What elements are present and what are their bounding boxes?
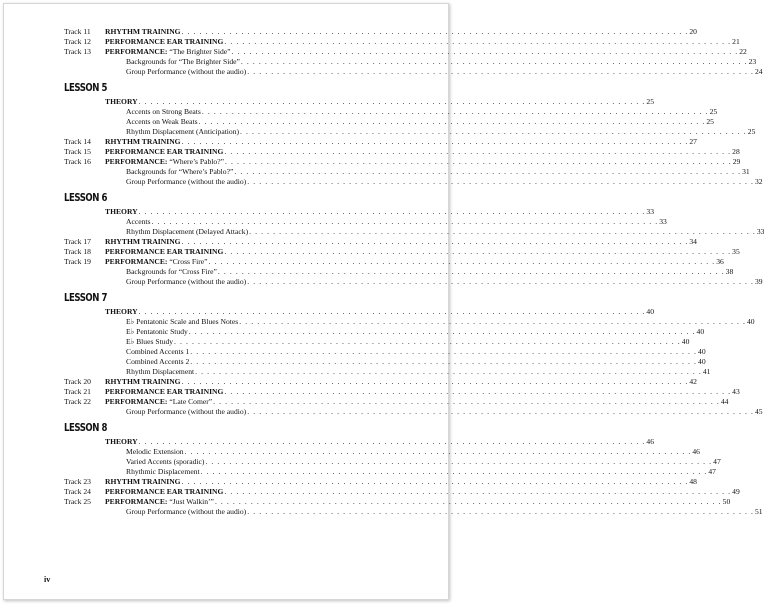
toc-row bbox=[64, 357, 706, 367]
lesson-heading: LESSON 5 bbox=[64, 81, 107, 94]
page-number: 47 bbox=[713, 457, 721, 466]
entry-title bbox=[126, 337, 173, 347]
dot-leader: . . . . . . . . . . . . . . . . . . . . . . . . . . . . . . . . . . . . . . . . . . . . . . . . . . . . . . . . . . . . . . . . . . . . . . . . . . . . . . . . . . . . . bbox=[247, 177, 754, 186]
page-number: 40 bbox=[698, 347, 706, 356]
toc-row bbox=[64, 37, 740, 47]
entry-title bbox=[105, 207, 138, 217]
page-number: 39 bbox=[754, 277, 763, 286]
dot-leader: . . . . . . . . . . . . . . . . . . . . . . . . . . . . . . . . . . . . . . . . . . . . . . . . . . . . . . . . . . . . . . . . . . . . . . . . . . . . . . . . . . . . . bbox=[205, 457, 713, 466]
entry-title bbox=[105, 157, 224, 167]
dot-leader: . . . . . . . . . . . . . . . . . . . . . . . . . . . . . . . . . . . . . . . . . . . . . . . . . . . . . . . . . . . . . . . . . . . . . . . . . . . . . . . . . . . . . bbox=[249, 227, 756, 236]
entry-heading: RHYTHM TRAINING bbox=[105, 27, 181, 36]
track-number: Track 24 bbox=[64, 487, 91, 496]
dot-leader: . . . . . . . . . . . . . . . . . . . . . . . . . . . . . . . . . . . . . . . . . . . . . . . . . . . . . . . . . . . . . . . . . . . . . . . . . . . . . . . . . . . . . bbox=[239, 317, 746, 326]
toc-row bbox=[64, 457, 721, 467]
toc-entry[interactable] bbox=[126, 467, 716, 477]
entry-title bbox=[105, 477, 181, 487]
entry-heading: THEORY bbox=[105, 307, 138, 316]
toc-entry[interactable] bbox=[126, 217, 667, 227]
dot-leader: . . . . . . . . . . . . . . . . . . . . . . . . . . . . . . . . . . . . . . . . . . . . . . . . . . . . . . . . . . . . . . . . . . . . . . . . . . . . . . . . . . . . . bbox=[181, 27, 689, 36]
page-number: 25 bbox=[709, 107, 718, 116]
toc-row bbox=[64, 157, 741, 167]
dot-leader: . . . . . . . . . . . . . . . . . . . . . . . . . . . . . . . . . . . . . . . . . . . . . . . . . . . . . . . . . . . . . . . . . . . . . . . . . . . . . . . . . . . . . bbox=[234, 167, 742, 176]
entry-title bbox=[105, 37, 223, 47]
entry-title bbox=[105, 257, 208, 267]
entry-heading: RHYTHM TRAINING bbox=[105, 237, 181, 246]
dot-leader: . . . . . . . . . . . . . . . . . . . . . . . . . . . . . . . . . . . . . . . . . . . . . . . . . . . . . . . . . . . . . . . . . . . . . . . . . . . . . . . . . . . . . bbox=[224, 487, 732, 496]
toc-entry[interactable] bbox=[126, 67, 763, 77]
toc-row bbox=[64, 237, 697, 247]
track-number: Track 19 bbox=[64, 257, 91, 266]
toc-row bbox=[64, 377, 697, 387]
dot-leader: . . . . . . . . . . . . . . . . . . . . . . . . . . . . . . . . . . . . . . . . . . . . . . . . . . . . . . . . . . . . . . . . . . . . . . . . . . . . . . . . . . . . . bbox=[181, 377, 689, 386]
toc-row bbox=[64, 57, 757, 67]
dot-leader: . . . . . . . . . . . . . . . . . . . . . . . . . . . . . . . . . . . . . . . . . . . . . . . . . . . . . . . . . . . . . . . . . . . . . . . . . . . . . . . . . . . . . bbox=[247, 507, 754, 516]
entry-heading: RHYTHM TRAINING bbox=[105, 377, 181, 386]
page-number: 45 bbox=[754, 407, 763, 416]
toc-row bbox=[64, 127, 756, 137]
entry-heading: PERFORMANCE EAR TRAINING bbox=[105, 37, 224, 46]
entry-text: Group Performance (without the audio) bbox=[126, 507, 247, 516]
entry-text: Accents on Strong Beats bbox=[126, 107, 201, 116]
track-number: Track 11 bbox=[64, 27, 91, 36]
page-number: 25 bbox=[706, 117, 714, 126]
toc-entry[interactable] bbox=[105, 437, 654, 447]
entry-text: Backgrounds for “Cross Fire” bbox=[126, 267, 217, 276]
entry-text: Group Performance (without the audio) bbox=[126, 277, 247, 286]
entry-heading: RHYTHM TRAINING bbox=[105, 477, 181, 486]
toc-entry[interactable] bbox=[126, 367, 711, 377]
page-number: 32 bbox=[754, 177, 763, 186]
entry-text: Accents on Weak Beats bbox=[126, 117, 198, 126]
dot-leader: . . . . . . . . . . . . . . . . . . . . . . . . . . . . . . . . . . . . . . . . . . . . . . . . . . . . . . . . . . . . . . . . . . . . . . . . . . . . . . . . . . . . . bbox=[190, 357, 698, 366]
entry-heading: PERFORMANCE: bbox=[105, 397, 168, 406]
toc-entry[interactable] bbox=[126, 57, 757, 67]
toc-entry[interactable] bbox=[105, 207, 654, 217]
page-number: 46 bbox=[646, 437, 654, 446]
toc-entry[interactable] bbox=[126, 357, 706, 367]
page-number: 20 bbox=[689, 27, 697, 36]
entry-title bbox=[105, 377, 181, 387]
page-number: 33 bbox=[646, 207, 654, 216]
toc-entry[interactable] bbox=[105, 497, 731, 507]
page-number: 23 bbox=[748, 57, 757, 66]
toc-row bbox=[64, 27, 697, 37]
page-number: 40 bbox=[698, 357, 706, 366]
toc-row bbox=[64, 507, 763, 517]
toc-row bbox=[64, 167, 750, 177]
toc-entry[interactable] bbox=[105, 47, 747, 57]
dot-leader: . . . . . . . . . . . . . . . . . . . . . . . . . . . . . . . . . . . . . . . . . . . . . . . . . . . . . . . . . . . . . . . . . . . . . . . . . . . . . . . . . . . . . bbox=[138, 97, 646, 106]
dot-leader: . . . . . . . . . . . . . . . . . . . . . . . . . . . . . . . . . . . . . . . . . . . . . . . . . . . . . . . . . . . . . . . . . . . . . . . . . . . . . . . . . . . . . bbox=[181, 137, 689, 146]
entry-title bbox=[105, 247, 223, 257]
toc-row bbox=[64, 257, 724, 267]
entry-title bbox=[105, 497, 214, 507]
entry-title bbox=[105, 237, 181, 247]
page-number: 40 bbox=[646, 307, 654, 316]
entry-heading: RHYTHM TRAINING bbox=[105, 137, 181, 146]
entry-text: Group Performance (without the audio) bbox=[126, 177, 247, 186]
page-number: 29 bbox=[732, 157, 741, 166]
page-number: 36 bbox=[716, 257, 724, 266]
entry-text: E♭ Pentatonic Scale and Blues Notes bbox=[126, 317, 239, 326]
dot-leader: . . . . . . . . . . . . . . . . . . . . . . . . . . . . . . . . . . . . . . . . . . . . . . . . . . . . . . . . . . . . . . . . . . . . . . . . . . . . . . . . . . . . . bbox=[138, 437, 646, 446]
page-number: 42 bbox=[689, 377, 697, 386]
toc-row bbox=[64, 97, 654, 107]
page-number: 25 bbox=[747, 127, 756, 136]
entry-title bbox=[105, 387, 223, 397]
track-number: Track 17 bbox=[64, 237, 91, 246]
entry-title bbox=[105, 147, 223, 157]
entry-heading: PERFORMANCE EAR TRAINING bbox=[105, 247, 224, 256]
toc-entry[interactable] bbox=[105, 397, 729, 407]
dot-leader: . . . . . . . . . . . . . . . . . . . . . . . . . . . . . . . . . . . . . . . . . . . . . . . . . . . . . . . . . . . . . . . . . . . . . . . . . . . . . . . . . . . . . bbox=[217, 267, 725, 276]
entry-text: “The Brighter Side” bbox=[167, 47, 231, 56]
entry-text: Backgrounds for “The Brighter Side” bbox=[126, 57, 240, 66]
toc-entry[interactable] bbox=[126, 317, 755, 327]
dot-leader: . . . . . . . . . . . . . . . . . . . . . . . . . . . . . . . . . . . . . . . . . . . . . . . . . . . . . . . . . . . . . . . . . . . . . . . . . . . . . . . . . . . . . bbox=[151, 217, 659, 226]
page-number: 28 bbox=[732, 147, 740, 156]
toc-entry[interactable] bbox=[126, 407, 763, 417]
entry-title bbox=[126, 67, 246, 77]
entry-title bbox=[126, 127, 239, 137]
toc-entry[interactable] bbox=[105, 487, 740, 497]
toc-entry[interactable] bbox=[105, 147, 740, 157]
dot-leader: . . . . . . . . . . . . . . . . . . . . . . . . . . . . . . . . . . . . . . . . . . . . . . . . . . . . . . . . . . . . . . . . . . . . . . . . . . . . . . . . . . . . . bbox=[190, 347, 698, 356]
toc-row bbox=[64, 107, 718, 117]
entry-title bbox=[105, 27, 181, 37]
entry-heading: THEORY bbox=[105, 97, 138, 106]
lesson-heading: LESSON 8 bbox=[64, 421, 107, 434]
entry-title bbox=[105, 137, 181, 147]
toc-entry[interactable] bbox=[105, 377, 697, 387]
toc-entry[interactable] bbox=[126, 337, 690, 347]
page-number: 33 bbox=[659, 217, 667, 226]
track-number: Track 15 bbox=[64, 147, 91, 156]
lesson-heading: LESSON 7 bbox=[64, 291, 107, 304]
toc-row bbox=[64, 497, 731, 507]
entry-title bbox=[126, 177, 246, 187]
page-number: 49 bbox=[732, 487, 740, 496]
toc-entry[interactable] bbox=[126, 127, 756, 137]
page-number: 25 bbox=[646, 97, 654, 106]
entry-title bbox=[126, 457, 204, 467]
entry-title bbox=[126, 117, 198, 127]
toc-entry[interactable] bbox=[105, 37, 740, 47]
toc-entry[interactable] bbox=[126, 507, 763, 517]
entry-title bbox=[105, 47, 231, 57]
page-number: 22 bbox=[739, 47, 747, 56]
page-number: 27 bbox=[689, 137, 697, 146]
toc-row bbox=[64, 487, 740, 497]
toc-row bbox=[64, 317, 755, 327]
table-of-contents bbox=[64, 27, 764, 517]
track-number: Track 12 bbox=[64, 37, 91, 46]
toc-entry[interactable] bbox=[105, 247, 740, 257]
entry-text: Rhythmic Displacement bbox=[126, 467, 200, 476]
entry-title bbox=[105, 307, 138, 317]
toc-entry[interactable] bbox=[105, 97, 654, 107]
entry-text: “Late Comer” bbox=[167, 397, 213, 406]
page-number: 21 bbox=[732, 37, 740, 46]
track-number: Track 25 bbox=[64, 497, 91, 506]
entry-text: “Cross Fire” bbox=[167, 257, 208, 266]
page-number: 38 bbox=[725, 267, 734, 276]
dot-leader: . . . . . . . . . . . . . . . . . . . . . . . . . . . . . . . . . . . . . . . . . . . . . . . . . . . . . . . . . . . . . . . . . . . . . . . . . . . . . . . . . . . . . bbox=[247, 67, 754, 76]
entry-heading: PERFORMANCE EAR TRAINING bbox=[105, 387, 224, 396]
track-number: Track 16 bbox=[64, 157, 91, 166]
toc-entry[interactable] bbox=[126, 327, 705, 337]
page-number: 50 bbox=[722, 497, 731, 506]
page-number: 24 bbox=[754, 67, 763, 76]
toc-row bbox=[64, 447, 700, 457]
page-number: 46 bbox=[692, 447, 700, 456]
entry-title bbox=[126, 357, 189, 367]
dot-leader: . . . . . . . . . . . . . . . . . . . . . . . . . . . . . . . . . . . . . . . . . . . . . . . . . . . . . . . . . . . . . . . . . . . . . . . . . . . . . . . . . . . . . bbox=[224, 37, 732, 46]
entry-title bbox=[105, 487, 223, 497]
toc-row bbox=[64, 227, 764, 237]
toc-row bbox=[64, 367, 711, 377]
dot-leader: . . . . . . . . . . . . . . . . . . . . . . . . . . . . . . . . . . . . . . . . . . . . . . . . . . . . . . . . . . . . . . . . . . . . . . . . . . . . . . . . . . . . . bbox=[224, 387, 732, 396]
entry-heading: PERFORMANCE: bbox=[105, 257, 168, 266]
entry-title bbox=[105, 97, 138, 107]
entry-title bbox=[126, 167, 233, 177]
dot-leader: . . . . . . . . . . . . . . . . . . . . . . . . . . . . . . . . . . . . . . . . . . . . . . . . . . . . . . . . . . . . . . . . . . . . . . . . . . . . . . . . . . . . . bbox=[200, 467, 708, 476]
toc-row bbox=[64, 267, 734, 277]
track-number: Track 21 bbox=[64, 387, 91, 396]
entry-title bbox=[126, 407, 246, 417]
toc-entry[interactable] bbox=[126, 167, 750, 177]
entry-text: Group Performance (without the audio) bbox=[126, 67, 247, 76]
page-number: 51 bbox=[754, 507, 763, 516]
toc-row bbox=[64, 247, 740, 257]
toc-row bbox=[64, 397, 729, 407]
dot-leader: . . . . . . . . . . . . . . . . . . . . . . . . . . . . . . . . . . . . . . . . . . . . . . . . . . . . . . . . . . . . . . . . . . . . . . . . . . . . . . . . . . . . . bbox=[240, 127, 747, 136]
page-number: 34 bbox=[689, 237, 697, 246]
entry-heading: PERFORMANCE: bbox=[105, 47, 168, 56]
dot-leader: . . . . . . . . . . . . . . . . . . . . . . . . . . . . . . . . . . . . . . . . . . . . . . . . . . . . . . . . . . . . . . . . . . . . . . . . . . . . . . . . . . . . . bbox=[201, 107, 709, 116]
page-number: 48 bbox=[689, 477, 697, 486]
dot-leader: . . . . . . . . . . . . . . . . . . . . . . . . . . . . . . . . . . . . . . . . . . . . . . . . . . . . . . . . . . . . . . . . . . . . . . . . . . . . . . . . . . . . . bbox=[224, 147, 732, 156]
toc-row bbox=[64, 407, 763, 417]
entry-title bbox=[126, 347, 189, 357]
toc-row bbox=[64, 337, 690, 347]
dot-leader: . . . . . . . . . . . . . . . . . . . . . . . . . . . . . . . . . . . . . . . . . . . . . . . . . . . . . . . . . . . . . . . . . . . . . . . . . . . . . . . . . . . . . bbox=[240, 57, 748, 66]
dot-leader: . . . . . . . . . . . . . . . . . . . . . . . . . . . . . . . . . . . . . . . . . . . . . . . . . . . . . . . . . . . . . . . . . . . . . . . . . . . . . . . . . . . . . bbox=[198, 117, 706, 126]
toc-entry[interactable] bbox=[105, 477, 697, 487]
toc-row bbox=[64, 217, 667, 227]
page-number: 41 bbox=[702, 367, 711, 376]
entry-title bbox=[126, 107, 201, 117]
toc-entry[interactable] bbox=[126, 267, 734, 277]
toc-entry[interactable] bbox=[126, 177, 763, 187]
entry-text: E♭ Blues Study bbox=[126, 337, 174, 346]
page-folio: iv bbox=[44, 575, 51, 584]
lesson-heading: LESSON 6 bbox=[64, 191, 107, 204]
document-page bbox=[3, 3, 764, 600]
entry-text: Group Performance (without the audio) bbox=[126, 407, 247, 416]
toc-row bbox=[64, 327, 705, 337]
page-number: 44 bbox=[720, 397, 729, 406]
entry-text: “Just Walkin’” bbox=[167, 497, 214, 506]
toc-entry[interactable] bbox=[105, 257, 724, 267]
track-number: Track 13 bbox=[64, 47, 91, 56]
toc-entry[interactable] bbox=[126, 227, 764, 237]
page-number: 40 bbox=[746, 317, 755, 326]
entry-title bbox=[105, 397, 212, 407]
entry-text: Accents bbox=[126, 217, 151, 226]
entry-title bbox=[126, 267, 217, 277]
dot-leader: . . . . . . . . . . . . . . . . . . . . . . . . . . . . . . . . . . . . . . . . . . . . . . . . . . . . . . . . . . . . . . . . . . . . . . . . . . . . . . . . . . . . . bbox=[138, 207, 646, 216]
entry-heading: PERFORMANCE EAR TRAINING bbox=[105, 147, 224, 156]
entry-text: “Where’s Pablo?” bbox=[167, 157, 224, 166]
entry-text: E♭ Pentatonic Study bbox=[126, 327, 188, 336]
entry-text: Backgrounds for “Where’s Pablo?” bbox=[126, 167, 234, 176]
toc-row bbox=[64, 137, 697, 147]
entry-text: Melodic Extension bbox=[126, 447, 184, 456]
toc-row bbox=[64, 67, 763, 77]
dot-leader: . . . . . . . . . . . . . . . . . . . . . . . . . . . . . . . . . . . . . . . . . . . . . . . . . . . . . . . . . . . . . . . . . . . . . . . . . . . . . . . . . . . . . bbox=[247, 407, 754, 416]
dot-leader: . . . . . . . . . . . . . . . . . . . . . . . . . . . . . . . . . . . . . . . . . . . . . . . . . . . . . . . . . . . . . . . . . . . . . . . . . . . . . . . . . . . . . bbox=[181, 237, 689, 246]
page-number: 33 bbox=[756, 227, 764, 236]
dot-leader: . . . . . . . . . . . . . . . . . . . . . . . . . . . . . . . . . . . . . . . . . . . . . . . . . . . . . . . . . . . . . . . . . . . . . . . . . . . . . . . . . . . . . bbox=[224, 157, 732, 166]
entry-title bbox=[126, 317, 238, 327]
entry-title bbox=[126, 327, 188, 337]
page-number: 43 bbox=[732, 387, 740, 396]
entry-title bbox=[105, 437, 138, 447]
entry-heading: PERFORMANCE EAR TRAINING bbox=[105, 487, 224, 496]
page-number: 31 bbox=[742, 167, 750, 176]
page-number: 40 bbox=[696, 327, 705, 336]
entry-title bbox=[126, 367, 194, 377]
entry-text: Rhythm Displacement (Delayed Attack) bbox=[126, 227, 249, 236]
toc-row bbox=[64, 177, 763, 187]
toc-row bbox=[64, 387, 740, 397]
dot-leader: . . . . . . . . . . . . . . . . . . . . . . . . . . . . . . . . . . . . . . . . . . . . . . . . . . . . . . . . . . . . . . . . . . . . . . . . . . . . . . . . . . . . . bbox=[214, 497, 722, 506]
dot-leader: . . . . . . . . . . . . . . . . . . . . . . . . . . . . . . . . . . . . . . . . . . . . . . . . . . . . . . . . . . . . . . . . . . . . . . . . . . . . . . . . . . . . . bbox=[195, 367, 702, 376]
page-number: 47 bbox=[708, 467, 716, 476]
entry-title bbox=[126, 217, 150, 227]
toc-entry[interactable] bbox=[126, 347, 706, 357]
dot-leader: . . . . . . . . . . . . . . . . . . . . . . . . . . . . . . . . . . . . . . . . . . . . . . . . . . . . . . . . . . . . . . . . . . . . . . . . . . . . . . . . . . . . . bbox=[188, 327, 696, 336]
toc-entry[interactable] bbox=[105, 137, 697, 147]
entry-title bbox=[126, 57, 240, 67]
entry-text: Varied Accents (sporadic) bbox=[126, 457, 205, 466]
track-number: Track 14 bbox=[64, 137, 91, 146]
track-number: Track 20 bbox=[64, 377, 91, 386]
entry-title bbox=[126, 447, 184, 457]
toc-row bbox=[64, 307, 654, 317]
toc-row bbox=[64, 437, 654, 447]
entry-text: Combined Accents 2 bbox=[126, 357, 190, 366]
toc-row bbox=[64, 147, 740, 157]
dot-leader: . . . . . . . . . . . . . . . . . . . . . . . . . . . . . . . . . . . . . . . . . . . . . . . . . . . . . . . . . . . . . . . . . . . . . . . . . . . . . . . . . . . . . bbox=[174, 337, 681, 346]
dot-leader: . . . . . . . . . . . . . . . . . . . . . . . . . . . . . . . . . . . . . . . . . . . . . . . . . . . . . . . . . . . . . . . . . . . . . . . . . . . . . . . . . . . . . bbox=[231, 47, 739, 56]
toc-entry[interactable] bbox=[105, 27, 697, 37]
dot-leader: . . . . . . . . . . . . . . . . . . . . . . . . . . . . . . . . . . . . . . . . . . . . . . . . . . . . . . . . . . . . . . . . . . . . . . . . . . . . . . . . . . . . . bbox=[181, 477, 689, 486]
toc-entry[interactable] bbox=[126, 117, 714, 127]
toc-entry[interactable] bbox=[126, 277, 763, 287]
entry-title bbox=[126, 277, 246, 287]
dot-leader: . . . . . . . . . . . . . . . . . . . . . . . . . . . . . . . . . . . . . . . . . . . . . . . . . . . . . . . . . . . . . . . . . . . . . . . . . . . . . . . . . . . . . bbox=[208, 257, 716, 266]
toc-row bbox=[64, 347, 706, 357]
toc-entry[interactable] bbox=[126, 107, 718, 117]
track-number: Track 22 bbox=[64, 397, 91, 406]
entry-text: Rhythm Displacement (Anticipation) bbox=[126, 127, 240, 136]
entry-heading: PERFORMANCE: bbox=[105, 497, 168, 506]
toc-row bbox=[64, 117, 714, 127]
toc-entry[interactable] bbox=[126, 447, 700, 457]
track-number: Track 18 bbox=[64, 247, 91, 256]
dot-leader: . . . . . . . . . . . . . . . . . . . . . . . . . . . . . . . . . . . . . . . . . . . . . . . . . . . . . . . . . . . . . . . . . . . . . . . . . . . . . . . . . . . . . bbox=[247, 277, 754, 286]
entry-text: Combined Accents 1 bbox=[126, 347, 190, 356]
toc-entry[interactable] bbox=[105, 237, 697, 247]
toc-entry[interactable] bbox=[105, 157, 741, 167]
toc-entry[interactable] bbox=[126, 457, 721, 467]
page-number: 40 bbox=[681, 337, 690, 346]
dot-leader: . . . . . . . . . . . . . . . . . . . . . . . . . . . . . . . . . . . . . . . . . . . . . . . . . . . . . . . . . . . . . . . . . . . . . . . . . . . . . . . . . . . . . bbox=[213, 397, 720, 406]
entry-title bbox=[126, 507, 246, 517]
page-number: 35 bbox=[732, 247, 740, 256]
toc-row bbox=[64, 207, 654, 217]
toc-row bbox=[64, 477, 697, 487]
dot-leader: . . . . . . . . . . . . . . . . . . . . . . . . . . . . . . . . . . . . . . . . . . . . . . . . . . . . . . . . . . . . . . . . . . . . . . . . . . . . . . . . . . . . . bbox=[184, 447, 692, 456]
track-number: Track 23 bbox=[64, 477, 91, 486]
toc-row bbox=[64, 277, 763, 287]
dot-leader: . . . . . . . . . . . . . . . . . . . . . . . . . . . . . . . . . . . . . . . . . . . . . . . . . . . . . . . . . . . . . . . . . . . . . . . . . . . . . . . . . . . . . bbox=[224, 247, 732, 256]
toc-entry[interactable] bbox=[105, 387, 740, 397]
entry-title bbox=[126, 227, 248, 237]
toc-row bbox=[64, 47, 747, 57]
entry-title bbox=[126, 467, 200, 477]
toc-row bbox=[64, 467, 716, 477]
entry-heading: THEORY bbox=[105, 207, 138, 216]
dot-leader: . . . . . . . . . . . . . . . . . . . . . . . . . . . . . . . . . . . . . . . . . . . . . . . . . . . . . . . . . . . . . . . . . . . . . . . . . . . . . . . . . . . . . bbox=[138, 307, 646, 316]
entry-heading: THEORY bbox=[105, 437, 138, 446]
entry-heading: PERFORMANCE: bbox=[105, 157, 168, 166]
toc-entry[interactable] bbox=[105, 307, 654, 317]
entry-text: Rhythm Displacement bbox=[126, 367, 195, 376]
